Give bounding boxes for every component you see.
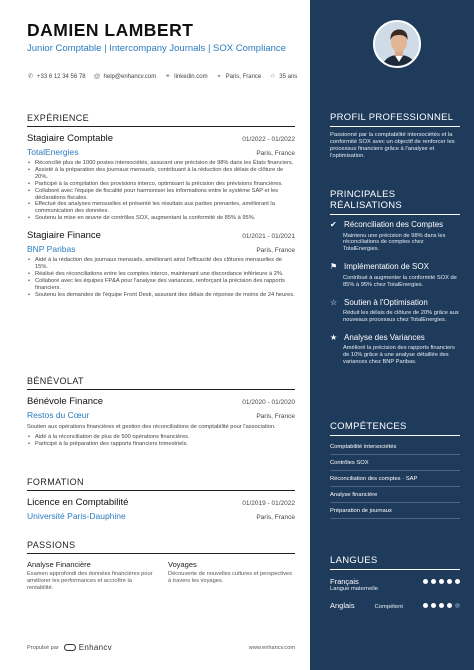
achievement-item [330, 262, 460, 288]
language-name: Anglais [330, 601, 355, 610]
school-name: Université Paris-Dauphine [27, 511, 126, 521]
languages-section [330, 555, 460, 610]
achievement-desc: Contribué à augmenter la conformité SOX de 85% à 95% chez TotalEnergies. [343, 274, 457, 288]
list-item: • Assisté à la préparation des journaux mensuels, contribuant à la réduction des délais de clôture de 20%. [27, 167, 295, 181]
education-dates: 01/2019 - 01/2022 [242, 500, 295, 507]
achievement-title: Analyse des Variances [344, 332, 425, 342]
passion-title: Analyse Financière [27, 560, 91, 569]
section-title: COMPÉTENCES [330, 421, 460, 436]
achievement-item [330, 298, 460, 324]
skill-item: Comptabilité intersociétés [330, 444, 460, 455]
avatar [373, 20, 421, 68]
achievement-title: Soutien à l'Optimisation [344, 297, 428, 307]
powered-by: Propulsé par Enhancv [27, 643, 112, 652]
language-item [330, 577, 460, 592]
job-dates: 01/2020 - 01/2020 [242, 399, 295, 406]
phone-icon: ✆ [27, 73, 34, 80]
language-level: Compétent [374, 604, 403, 610]
check-icon: ✔ [330, 220, 337, 229]
job-entry [27, 133, 295, 222]
passion-desc: Découverte de nouvelles cultures et perspectives à travers les voyages. [168, 571, 292, 584]
achievements-section [330, 189, 460, 375]
achievement-desc: Réduit les délais de clôture de 20% grâce aux nouveaux processus chez TotalEnergies. [343, 310, 459, 323]
contact-location: ⌖ Paris, France [217, 73, 262, 80]
section-title: PRINCIPALES RÉALISATIONS [330, 189, 460, 215]
list-item: • Aidé à la rédaction des journaux mensuels, améliorant ainsi l'efficacité des clôtures mensuelles de 15%. [27, 257, 295, 271]
job-location: Paris, France [256, 247, 295, 255]
volunteer-section [27, 376, 295, 448]
email-icon: @ [93, 73, 101, 80]
list-item: • Aidé à la réconciliation de plus de 500 opérations financières. [27, 434, 295, 441]
job-bullets [27, 257, 295, 298]
job-location: Paris, France [256, 150, 295, 157]
achievement-item [330, 333, 460, 366]
language-level-dots [423, 579, 460, 584]
section-title: FORMATION [27, 477, 295, 491]
section-title: EXPÉRIENCE [27, 113, 295, 127]
degree-title: Licence en Comptabilité [27, 497, 129, 508]
education-location: Paris, France [256, 514, 295, 521]
job-entry [27, 230, 295, 298]
education-section [27, 477, 295, 521]
section-title: PROFIL PROFESSIONNEL [330, 112, 460, 127]
list-item: • Réconcilié plus de 1000 postes intersociétés, assurant une précision de 98% dans les États financiers. [27, 160, 295, 167]
passions-section [27, 540, 295, 592]
company-name: BNP Paribas [27, 244, 76, 255]
job-title: Stagiaire Finance [27, 230, 101, 242]
section-title: BÉNÉVOLAT [27, 376, 295, 390]
profile-section [330, 112, 460, 160]
footer-url[interactable]: www.enhancv.com [248, 644, 295, 651]
star-icon: ☆ [330, 297, 338, 307]
language-item [330, 601, 460, 610]
list-item: • Effectué des analyses mensuelles et présenté les résultats aux parties prenantes, améliorant la communication des données. [27, 201, 295, 215]
link-icon: ⚭ [165, 73, 171, 80]
achievement-desc: Amélioré la précision des rapports financiers de 10% grâce à une analyse détaillée des variances chez BNP Paribas. [343, 345, 455, 366]
job-dates: 01/2022 - 01/2022 [242, 136, 295, 143]
star-icon: ★ [330, 332, 338, 342]
language-name: Français [330, 577, 359, 586]
candidate-name: DAMIEN LAMBERT [27, 20, 194, 40]
list-item: • Réalisé des réconciliations entre les comptes interco, maintenant une discordance inférieure à 2%. [27, 271, 295, 278]
passion-desc: Examen approfondi des données financières pour améliorer les performances et accroître la rentabilité. [27, 571, 153, 591]
job-dates: 01/2021 - 01/2021 [242, 233, 295, 241]
volunteer-bullets [27, 434, 295, 448]
passion-title: Voyages [168, 560, 197, 569]
section-title: PASSIONS [27, 540, 295, 554]
skill-item: Préparation de journaux [330, 508, 460, 519]
logo-icon [64, 644, 76, 651]
contact-age: ☆ 35 ans [269, 73, 298, 80]
list-item: • Soutenu les demandes de l'équipe Front Desk, assurant des délais de réponse de moins de 24 heures. [27, 292, 295, 299]
skill-item: Réconciliation des comptes · SAP [330, 476, 460, 487]
location-icon: ⌖ [217, 73, 221, 80]
achievement-title: Implémentation de SOX [344, 262, 429, 272]
profile-text: Passionné par la comptabilité intersociétés et la conformité SOX avec un objectif de renforcer les processus financiers grâce à l'analyse et l'optimisation. [330, 132, 455, 159]
list-item: • Participé à la compilation des provisions interco, optimisant la précision des prévisions financières. [27, 181, 295, 188]
candidate-title: Junior Comptable | Intercompany Journals | SOX Compliance [27, 43, 286, 54]
organization-name: Restos du Cœur [27, 410, 90, 420]
language-level-dots [423, 603, 460, 608]
contact-phone: ✆ +33 6 12 34 56 78 [27, 73, 86, 80]
achievement-desc: Maintenu une précision de 98% dans les réconciliations de comptes chez TotalEnergies. [343, 232, 446, 253]
passion-item [168, 560, 295, 592]
list-item: • Collaboré avec l'équipe de fiscalité pour harmoniser les informations entre le système SAP et les déclarations fiscales. [27, 188, 295, 202]
list-item: • Participé à la préparation des rapports financiers trimestriels. [27, 441, 295, 448]
flag-icon: ⚑ [330, 262, 338, 272]
job-title: Stagiaire Comptable [27, 133, 114, 144]
achievement-item [330, 220, 460, 253]
skill-item: Analyse financière [330, 492, 460, 503]
contact-list [27, 73, 307, 80]
job-location: Paris, France [256, 413, 295, 420]
volunteer-summary: Soutien aux opérations financières et gestion des réconciliations de comptabilité pour l'association. [27, 424, 276, 430]
skills-section [330, 421, 460, 524]
contact-email[interactable]: @ help@enhancv.com [93, 73, 157, 80]
list-item: • Soutenu la mise en œuvre de contrôles SOX, augmentant la conformité de 85% à 95%. [27, 215, 295, 222]
language-level: Langue maternelle [330, 586, 379, 592]
section-title: LANGUES [330, 555, 460, 570]
star-icon: ☆ [269, 73, 276, 80]
footer [27, 643, 295, 652]
enhancv-logo[interactable]: Enhancv [64, 643, 112, 652]
passion-item [27, 560, 154, 592]
company-name: TotalEnergies [27, 147, 79, 157]
experience-section [27, 113, 295, 299]
contact-linkedin[interactable]: ⚭ linkedin.com [165, 73, 208, 80]
achievement-title: Réconciliation des Comptes [344, 220, 444, 229]
job-title: Bénévole Finance [27, 396, 104, 407]
list-item: • Collaboré avec les équipes FP&A pour l'analyse des variances, renforçant la précision des rapports financiers. [27, 278, 295, 292]
skill-item: Contrôles SOX [330, 460, 460, 471]
job-bullets [27, 160, 295, 222]
